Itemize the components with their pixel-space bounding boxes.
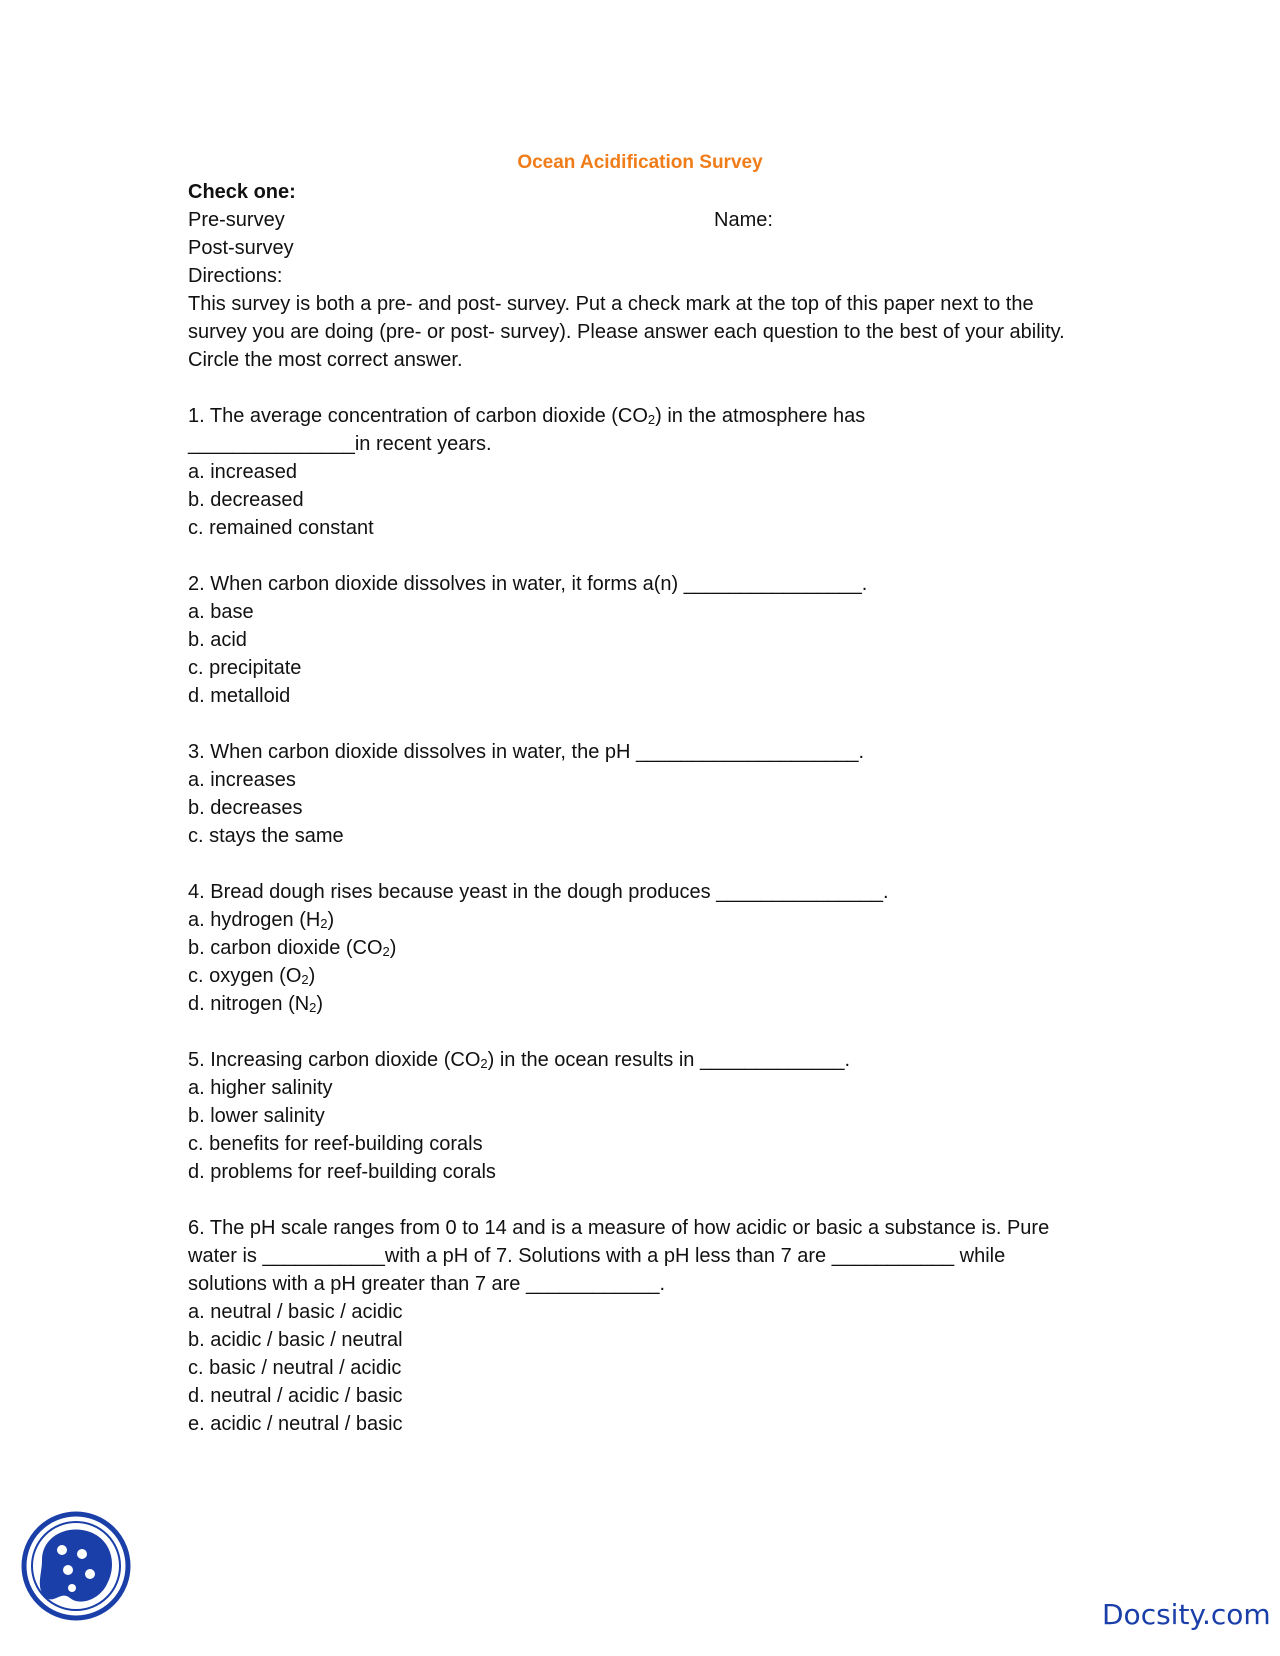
option[interactable]: c. remained constant: [188, 517, 374, 539]
option[interactable]: b. lower salinity: [188, 1105, 325, 1127]
option[interactable]: a. hydrogen $(H_2)$: [188, 909, 335, 931]
option[interactable]: b. carbon dioxide $(CO_2)$: [188, 937, 397, 959]
option[interactable]: c. benefits for reef-building corals: [188, 1133, 483, 1155]
docsity-logo-icon: [20, 1510, 132, 1622]
name-label: Name:: [714, 209, 773, 231]
survey-title: Ocean Acidification Survey: [517, 152, 763, 173]
option[interactable]: b. decreases: [188, 797, 303, 819]
option[interactable]: b. acid: [188, 629, 247, 651]
directions-text: This survey is both a pre- and post- survey. Put a check mark at the top of this paper next to the survey you are doing (pre- or post- survey). Please answer each question to the best of your ability. Circle the most correct answer.: [188, 293, 1065, 371]
option[interactable]: a. increased: [188, 461, 297, 483]
option[interactable]: b. acidic / basic / neutral: [188, 1329, 403, 1351]
survey-content: [188, 178, 1088, 1438]
option[interactable]: a. higher salinity: [188, 1077, 333, 1099]
option[interactable]: c. stays the same: [188, 825, 344, 847]
option[interactable]: d. neutral / acidic / basic: [188, 1385, 403, 1407]
pre-survey-row: [188, 206, 1088, 234]
option[interactable]: c. oxygen $(O_2)$: [188, 965, 316, 987]
option[interactable]: a. base: [188, 601, 254, 623]
directions-label: Directions:: [188, 265, 283, 287]
option[interactable]: c. basic / neutral / acidic: [188, 1357, 402, 1379]
post-survey-label: Post-survey: [188, 237, 294, 259]
question-1-text-cont: _______________in recent years.: [188, 433, 492, 455]
option[interactable]: b. decreased: [188, 489, 304, 511]
option[interactable]: a. increases: [188, 769, 296, 791]
question-2-text: 2. When carbon dioxide dissolves in water, it forms a(n) ________________.: [188, 573, 868, 595]
option[interactable]: d. problems for reef-building corals: [188, 1161, 496, 1183]
pre-survey-label: Pre-survey: [188, 209, 285, 231]
question-4-text: 4. Bread dough rises because yeast in the dough produces _______________.: [188, 881, 889, 903]
question-5-text: 5. Increasing carbon dioxide $(CO_2)$ in the ocean results in _____________.: [188, 1049, 851, 1071]
option[interactable]: d. metalloid: [188, 685, 291, 707]
question-6-text: 6. The pH scale ranges from 0 to 14 and is a measure of how acidic or basic a substance is. Pure water is ___________with a pH of 7. Solutions with a pH less than 7 are ___________ while solutions with a pH greater than 7 are ____________.: [188, 1217, 1050, 1295]
question-1-text: 1. The average concentration of carbon dioxide $(CO_2)$ in the atmosphere has: [188, 405, 866, 427]
option[interactable]: e. acidic / neutral / basic: [188, 1413, 403, 1435]
option[interactable]: c. precipitate: [188, 657, 302, 679]
option[interactable]: a. neutral / basic / acidic: [188, 1301, 403, 1323]
check-one-label: Check one:: [188, 181, 296, 203]
docsity-brand-text[interactable]: Docsity.com: [1102, 1598, 1271, 1631]
question-3-text: 3. When carbon dioxide dissolves in water, the pH ____________________.: [188, 741, 865, 763]
option[interactable]: d. nitrogen $(N_2)$: [188, 993, 324, 1015]
